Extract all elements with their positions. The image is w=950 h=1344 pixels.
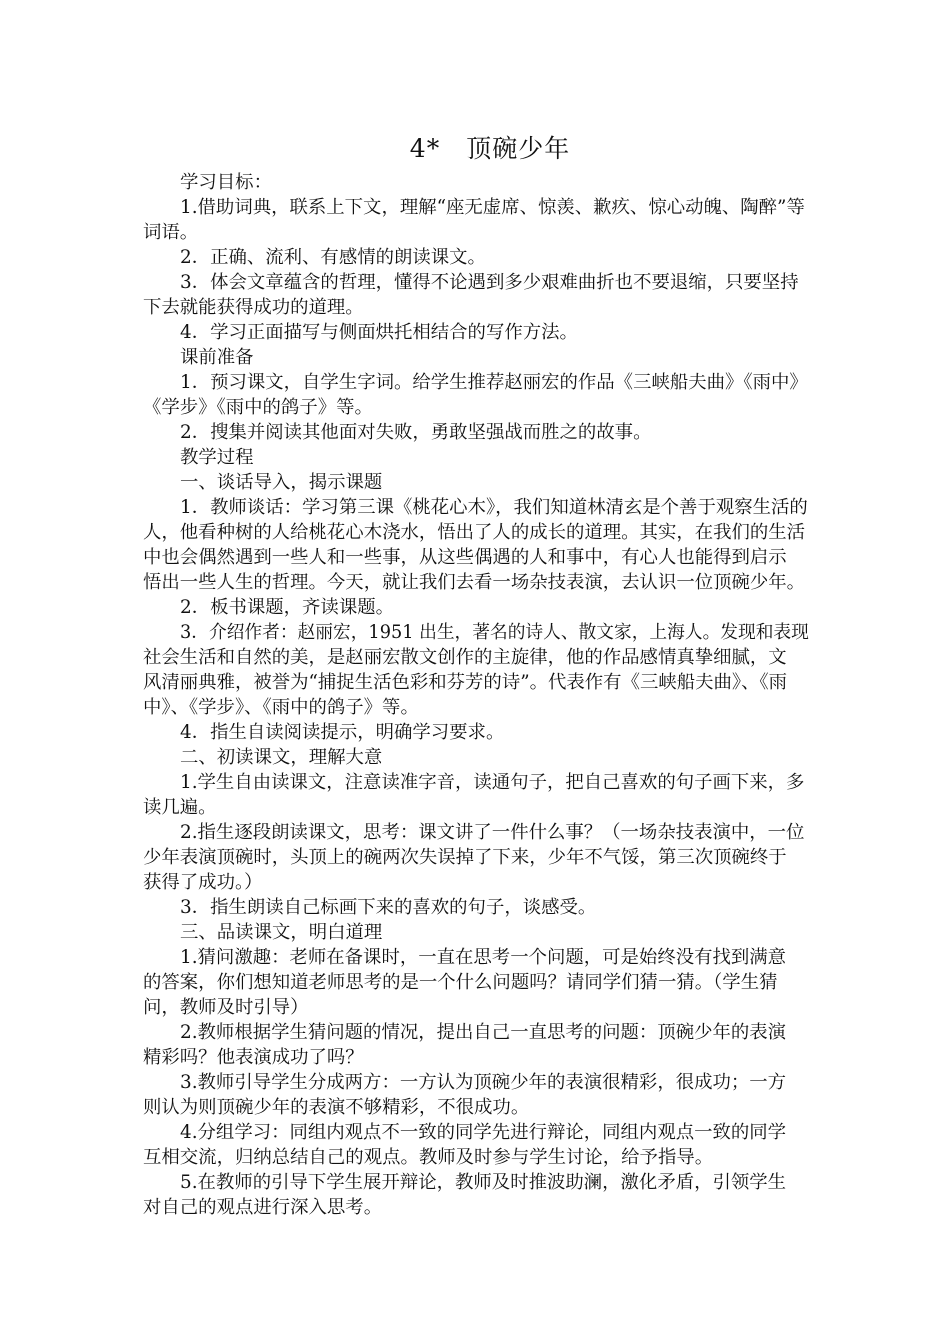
text-line: 中也会偶然遇到一些人和一些事，从这些偶遇的人和事中，有心人也能得到启示 [143,547,787,568]
text-line: 2.指生逐段朗读课文，思考：课文讲了一件什么事？（一场杂技表演中，一位 [180,822,805,843]
text-line: 1．预习课文，自学生字词。给学生推荐赵丽宏的作品《三峡船夫曲》《雨中》 [180,372,808,393]
text-line: 精彩吗？他表演成功了吗？ [143,1047,364,1068]
text-line: 风清丽典雅，被誉为“捕捉生活色彩和芬芳的诗”。代表作有《三峡船夫曲》、《雨 [143,672,788,693]
text-line: 4．指生自读阅读提示，明确学习要求。 [180,722,505,743]
text-line: 人，他看种树的人给桃花心木浇水，悟出了人的成长的道理。其实，在我们的生活 [143,522,806,543]
text-line: 4.分组学习：同组内观点不一致的同学先进行辩论，同组内观点一致的同学 [180,1122,787,1143]
text-line: 2.教师根据学生猜问题的情况，提出自己一直思考的问题：顶碗少年的表演 [180,1022,787,1043]
text-line: 问，教师及时引导） [143,997,309,1018]
text-line: 1.猜问激趣：老师在备课时，一直在思考一个问题，可是始终没有找到满意 [180,947,787,968]
text-line: 下去就能获得成功的道理。 [143,297,364,318]
text-line: 3．指生朗读自己标画下来的喜欢的句子，谈感受。 [180,897,597,918]
text-line: 获得了成功。） [143,872,263,893]
text-line: 2．正确、流利、有感情的朗读课文。 [180,247,486,268]
text-line: 三、品读课文，明白道理 [180,922,383,943]
text-line: 3．介绍作者：赵丽宏，1951 出生，著名的诗人、散文家，上海人。发现和表现 [180,622,809,643]
document-title: 4* 顶碗少年 [409,134,571,163]
text-line: 中》、《学步》、《雨中的鸽子》等。 [143,697,419,718]
text-line: 词语。 [143,222,199,243]
text-line: 1.借助词典，联系上下文，理解“座无虚席、惊羡、歉疚、惊心动魄、陶醉”等 [180,197,805,218]
text-line: 少年表演顶碗时，头顶上的碗两次失误掉了下来，少年不气馁，第三次顶碗终于 [143,847,787,868]
text-line: 读几遍。 [143,797,217,818]
document-body [143,170,809,1220]
text-line: 一、谈话导入，揭示课题 [180,472,383,493]
text-line: 互相交流，归纳总结自己的观点。教师及时参与学生讨论，给予指导。 [143,1147,714,1168]
text-line: 1.学生自由读课文，注意读准字音，读通句子，把自己喜欢的句子画下来，多 [180,772,805,793]
text-line: 学习目标： [180,172,272,193]
text-line: 2．板书课题，齐读课题。 [180,597,394,618]
text-line: 2．搜集并阅读其他面对失败，勇敢坚强战而胜之的故事。 [180,422,652,443]
text-line: 对自己的观点进行深入思考。 [143,1197,383,1218]
text-line: 二、初读课文，理解大意 [180,747,383,768]
text-line: 3．体会文章蕴含的哲理，懂得不论遇到多少艰难曲折也不要退缩，只要坚持 [180,272,799,293]
text-line: 悟出一些人生的哲理。今天，就让我们去看一场杂技表演，去认识一位顶碗少年。 [143,572,806,593]
text-line: 《学步》《雨中的鸽子》等。 [143,397,373,418]
text-line: 4．学习正面描写与侧面烘托相结合的写作方法。 [180,322,578,343]
text-line: 社会生活和自然的美，是赵丽宏散文创作的主旋律，他的作品感情真挚细腻，文 [143,647,787,668]
text-line: 则认为则顶碗少年的表演不够精彩，不很成功。 [143,1097,530,1118]
text-line: 5.在教师的引导下学生展开辩论，教师及时推波助澜，激化矛盾，引领学生 [180,1172,787,1193]
text-line: 教学过程 [180,447,254,468]
text-line: 课前准备 [180,347,254,368]
document-page [143,132,809,1220]
text-line: 3.教师引导学生分成两方：一方认为顶碗少年的表演很精彩，很成功；一方 [180,1072,787,1093]
text-line: 1．教师谈话：学习第三课《桃花心木》，我们知道林清玄是个善于观察生活的 [180,497,808,518]
text-line: 的答案，你们想知道老师思考的是一个什么问题吗？请同学们猜一猜。（学生猜 [143,972,778,993]
